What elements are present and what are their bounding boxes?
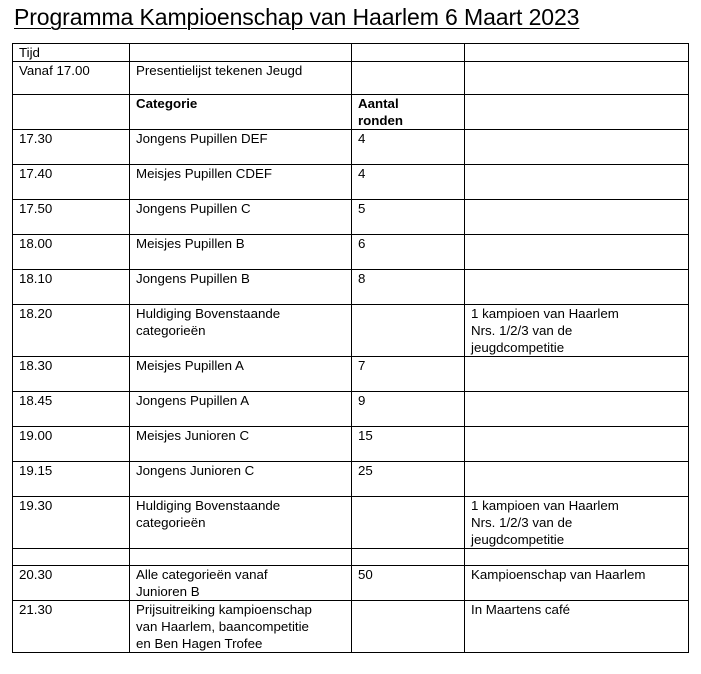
note-cell bbox=[465, 165, 689, 200]
time-cell bbox=[13, 95, 130, 130]
rounds-cell bbox=[352, 549, 465, 566]
rounds-cell bbox=[352, 62, 465, 95]
time-cell: 18.00 bbox=[13, 235, 130, 270]
rounds-cell bbox=[352, 497, 465, 549]
rounds-cell: 15 bbox=[352, 427, 465, 462]
schedule-table bbox=[12, 43, 689, 653]
table-row bbox=[13, 200, 689, 235]
table-row bbox=[13, 165, 689, 200]
table-row bbox=[13, 462, 689, 497]
note-cell: 1 kampioen van Haarlem Nrs. 1/2/3 van de jeugdcompetitie bbox=[465, 497, 689, 549]
category-cell: Meisjes Junioren C bbox=[130, 427, 352, 462]
category-cell: Jongens Pupillen C bbox=[130, 200, 352, 235]
rounds-cell bbox=[352, 305, 465, 357]
table-row bbox=[13, 235, 689, 270]
table-row bbox=[13, 62, 689, 95]
category-cell: Jongens Pupillen DEF bbox=[130, 130, 352, 165]
category-header: Categorie bbox=[130, 95, 352, 130]
time-cell: Tijd bbox=[13, 44, 130, 62]
note-cell bbox=[465, 427, 689, 462]
table-row bbox=[13, 601, 689, 653]
category-cell: Presentielijst tekenen Jeugd bbox=[130, 62, 352, 95]
table-row bbox=[13, 130, 689, 165]
table-row bbox=[13, 427, 689, 462]
table-row bbox=[13, 270, 689, 305]
category-cell: Huldiging Bovenstaande categorieën bbox=[130, 305, 352, 357]
rounds-cell: 8 bbox=[352, 270, 465, 305]
rounds-cell: 7 bbox=[352, 357, 465, 392]
time-cell: 18.20 bbox=[13, 305, 130, 357]
category-cell: Jongens Pupillen A bbox=[130, 392, 352, 427]
note-cell bbox=[465, 62, 689, 95]
time-cell bbox=[13, 549, 130, 566]
category-cell: Meisjes Pupillen A bbox=[130, 357, 352, 392]
table-header-row bbox=[13, 95, 689, 130]
note-cell bbox=[465, 130, 689, 165]
category-cell: Meisjes Pupillen CDEF bbox=[130, 165, 352, 200]
table-row bbox=[13, 305, 689, 357]
note-cell bbox=[465, 392, 689, 427]
schedule-body bbox=[13, 44, 689, 653]
note-cell bbox=[465, 462, 689, 497]
rounds-cell bbox=[352, 601, 465, 653]
time-cell: 18.30 bbox=[13, 357, 130, 392]
rounds-cell bbox=[352, 44, 465, 62]
rounds-cell: 5 bbox=[352, 200, 465, 235]
note-cell bbox=[465, 549, 689, 566]
rounds-cell: 4 bbox=[352, 165, 465, 200]
note-cell: Kampioenschap van Haarlem bbox=[465, 566, 689, 601]
note-cell: 1 kampioen van Haarlem Nrs. 1/2/3 van de jeugdcompetitie bbox=[465, 305, 689, 357]
table-row bbox=[13, 549, 689, 566]
time-cell: 19.15 bbox=[13, 462, 130, 497]
note-cell: In Maartens café bbox=[465, 601, 689, 653]
rounds-cell: 50 bbox=[352, 566, 465, 601]
category-cell: Meisjes Pupillen B bbox=[130, 235, 352, 270]
page-title: Programma Kampioenschap van Haarlem 6 Maart 2023 bbox=[14, 4, 580, 30]
table-row bbox=[13, 566, 689, 601]
category-cell bbox=[130, 549, 352, 566]
table-row bbox=[13, 497, 689, 549]
time-cell: 20.30 bbox=[13, 566, 130, 601]
note-cell bbox=[465, 200, 689, 235]
rounds-cell: 9 bbox=[352, 392, 465, 427]
time-cell: 17.30 bbox=[13, 130, 130, 165]
time-cell: 21.30 bbox=[13, 601, 130, 653]
rounds-cell: 4 bbox=[352, 130, 465, 165]
time-cell: 17.50 bbox=[13, 200, 130, 235]
time-cell: 18.10 bbox=[13, 270, 130, 305]
time-cell: 19.00 bbox=[13, 427, 130, 462]
time-cell: 19.30 bbox=[13, 497, 130, 549]
rounds-header: Aantal ronden bbox=[352, 95, 465, 130]
table-row bbox=[13, 392, 689, 427]
note-cell bbox=[465, 44, 689, 62]
category-cell: Jongens Pupillen B bbox=[130, 270, 352, 305]
table-row bbox=[13, 357, 689, 392]
category-cell: Prijsuitreiking kampioenschap van Haarlem, baancompetitie en Ben Hagen Trofee bbox=[130, 601, 352, 653]
note-cell bbox=[465, 357, 689, 392]
time-cell: 17.40 bbox=[13, 165, 130, 200]
rounds-cell: 25 bbox=[352, 462, 465, 497]
table-row bbox=[13, 44, 689, 62]
note-cell bbox=[465, 270, 689, 305]
rounds-cell: 6 bbox=[352, 235, 465, 270]
category-cell: Jongens Junioren C bbox=[130, 462, 352, 497]
category-cell: Huldiging Bovenstaande categorieën bbox=[130, 497, 352, 549]
category-cell bbox=[130, 44, 352, 62]
note-cell bbox=[465, 95, 689, 130]
time-cell: Vanaf 17.00 bbox=[13, 62, 130, 95]
note-cell bbox=[465, 235, 689, 270]
time-cell: 18.45 bbox=[13, 392, 130, 427]
category-cell: Alle categorieën vanaf Junioren B bbox=[130, 566, 352, 601]
